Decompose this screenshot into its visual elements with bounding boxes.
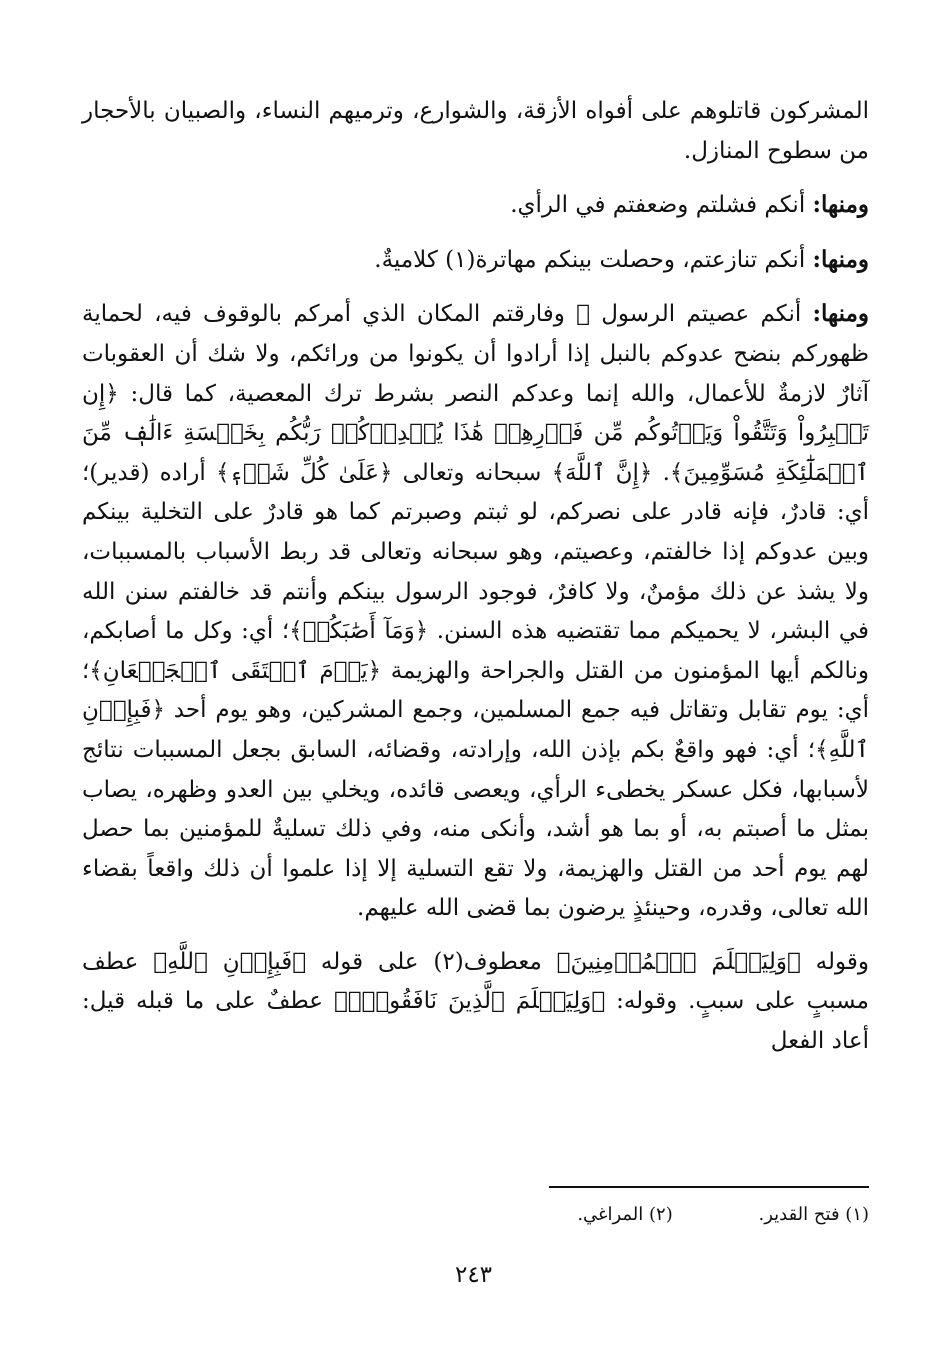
paragraph <box>82 185 869 226</box>
paragraph <box>82 943 869 1062</box>
footnote-1: (١) فتح القدير. <box>758 1204 869 1225</box>
paragraph <box>82 92 869 171</box>
paragraph-lead: ومنها: <box>812 191 869 219</box>
paragraph-text: وقوله ﴿وَلِيَعۡلَمَ ٱلۡمُؤۡمِنِينَ﴾ معطوف(٢) على قوله ﴿فَبِإِذۡنِ ٱللَّهِ﴾ عطف مسببٍ على سببٍ. وقوله: ﴿وَلِيَعۡلَمَ ٱلَّذِينَ نَافَقُواْۚ﴾ عطفٌ على ما قبله قيل: أعاد الفعل <box>82 948 869 1055</box>
page-number: ٢٤٣ <box>454 1262 493 1288</box>
paragraph-text: المشركون قاتلوهم على أفواه الأزقة، والشوارع، وترميهم النساء، والصبيان بالأحجار من سطوح المنازل. <box>82 98 869 164</box>
footnotes <box>82 1200 869 1230</box>
paragraph-text: أنكم فشلتم وضعفتم في الرأي. <box>510 192 813 219</box>
page-body <box>82 92 869 1062</box>
paragraph <box>82 240 869 281</box>
footnote-separator <box>549 1186 869 1188</box>
paragraph-text: أنكم تنازعتم، وحصلت بينكم مهاترة(١) كلاميةٌ. <box>374 246 813 273</box>
paragraph-lead: ومنها: <box>812 300 869 328</box>
footnote-2: (٢) المراغي. <box>577 1204 673 1225</box>
paragraph-lead: ومنها: <box>812 245 869 273</box>
paragraph-text: أنكم عصيتم الرسول ﷺ وفارقتم المكان الذي أمركم بالوقوف فيه، لحماية ظهوركم بنضح عدوكم بالنبل إذا أرادوا أن يكونوا من ورائكم، ولا شك أن العقوبات آثارٌ لازمةٌ للأعمال، والله إنما وعدكم النصر بشرط ترك المعصية، كما قال: ﴿إِن تَصۡبِرُواْ وَتَتَّقُواْ وَيَأۡتُوكُم مِّن فَوۡرِهِمۡ هَٰذَا يُمۡدِدۡكُمۡ رَبُّكُم بِخَمۡسَةِ ءَالَٰفٖ مِّنَ ٱلۡمَلَٰٓئِكَةِ مُسَوِّمِينَ﴾. ﴿إِنَّ ٱللَّهَ﴾ سبحانه وتعالى ﴿عَلَىٰ كُلِّ شَيۡءٖ﴾ أراده (قدير)؛ أي: قادرٌ، فإنه قادر على نصركم، لو ثبتم وصبرتم كما هو قادرٌ على التخلية بينكم وبين عدوكم إذا خالفتم، وعصيتم، وهو سبحانه وتعالى قد ربط الأسباب بالمسببات، ولا يشذ عن ذلك مؤمنٌ، ولا كافرٌ، فوجود الرسول بينكم وأنتم قد خالفتم سنن الله في البشر، لا يحميكم مما تقتضيه هذه السنن. ﴿وَمَآ أَصَٰبَكُمۡ﴾؛ أي: وكل ما أصابكم، ونالكم أيها المؤمنون من القتل والجراحة والهزيمة ﴿يَوۡمَ ٱلۡتَقَى ٱلۡجَمۡعَانِ﴾؛ أي: يوم تقابل وتقاتل فيه جمع المسلمين، وجمع المشركين، وهو يوم أحد ﴿فَبِإِذۡنِ ٱللَّهِ﴾؛ أي: فهو واقعٌ بكم بإذن الله، وإرادته، وقضائه، السابق بجعل المسببات نتائج لأسبابها، فكل عسكر يخطىء الرأي، ويعصى قائده، ويخلي بين العدو وظهره، يصاب بمثل ما أصبتم به، أو بما هو أشد، وأنكى منه، وفي ذلك تسليةٌ للمؤمنين بما حصل لهم يوم أحد من القتل والهزيمة، ولا تقع التسلية إلا إذا علموا أن ذلك واقعاً بقضاء الله تعالى، وقدره، وحينئذٍ يرضون بما قضى الله عليهم. <box>82 301 869 922</box>
paragraph <box>82 294 869 929</box>
